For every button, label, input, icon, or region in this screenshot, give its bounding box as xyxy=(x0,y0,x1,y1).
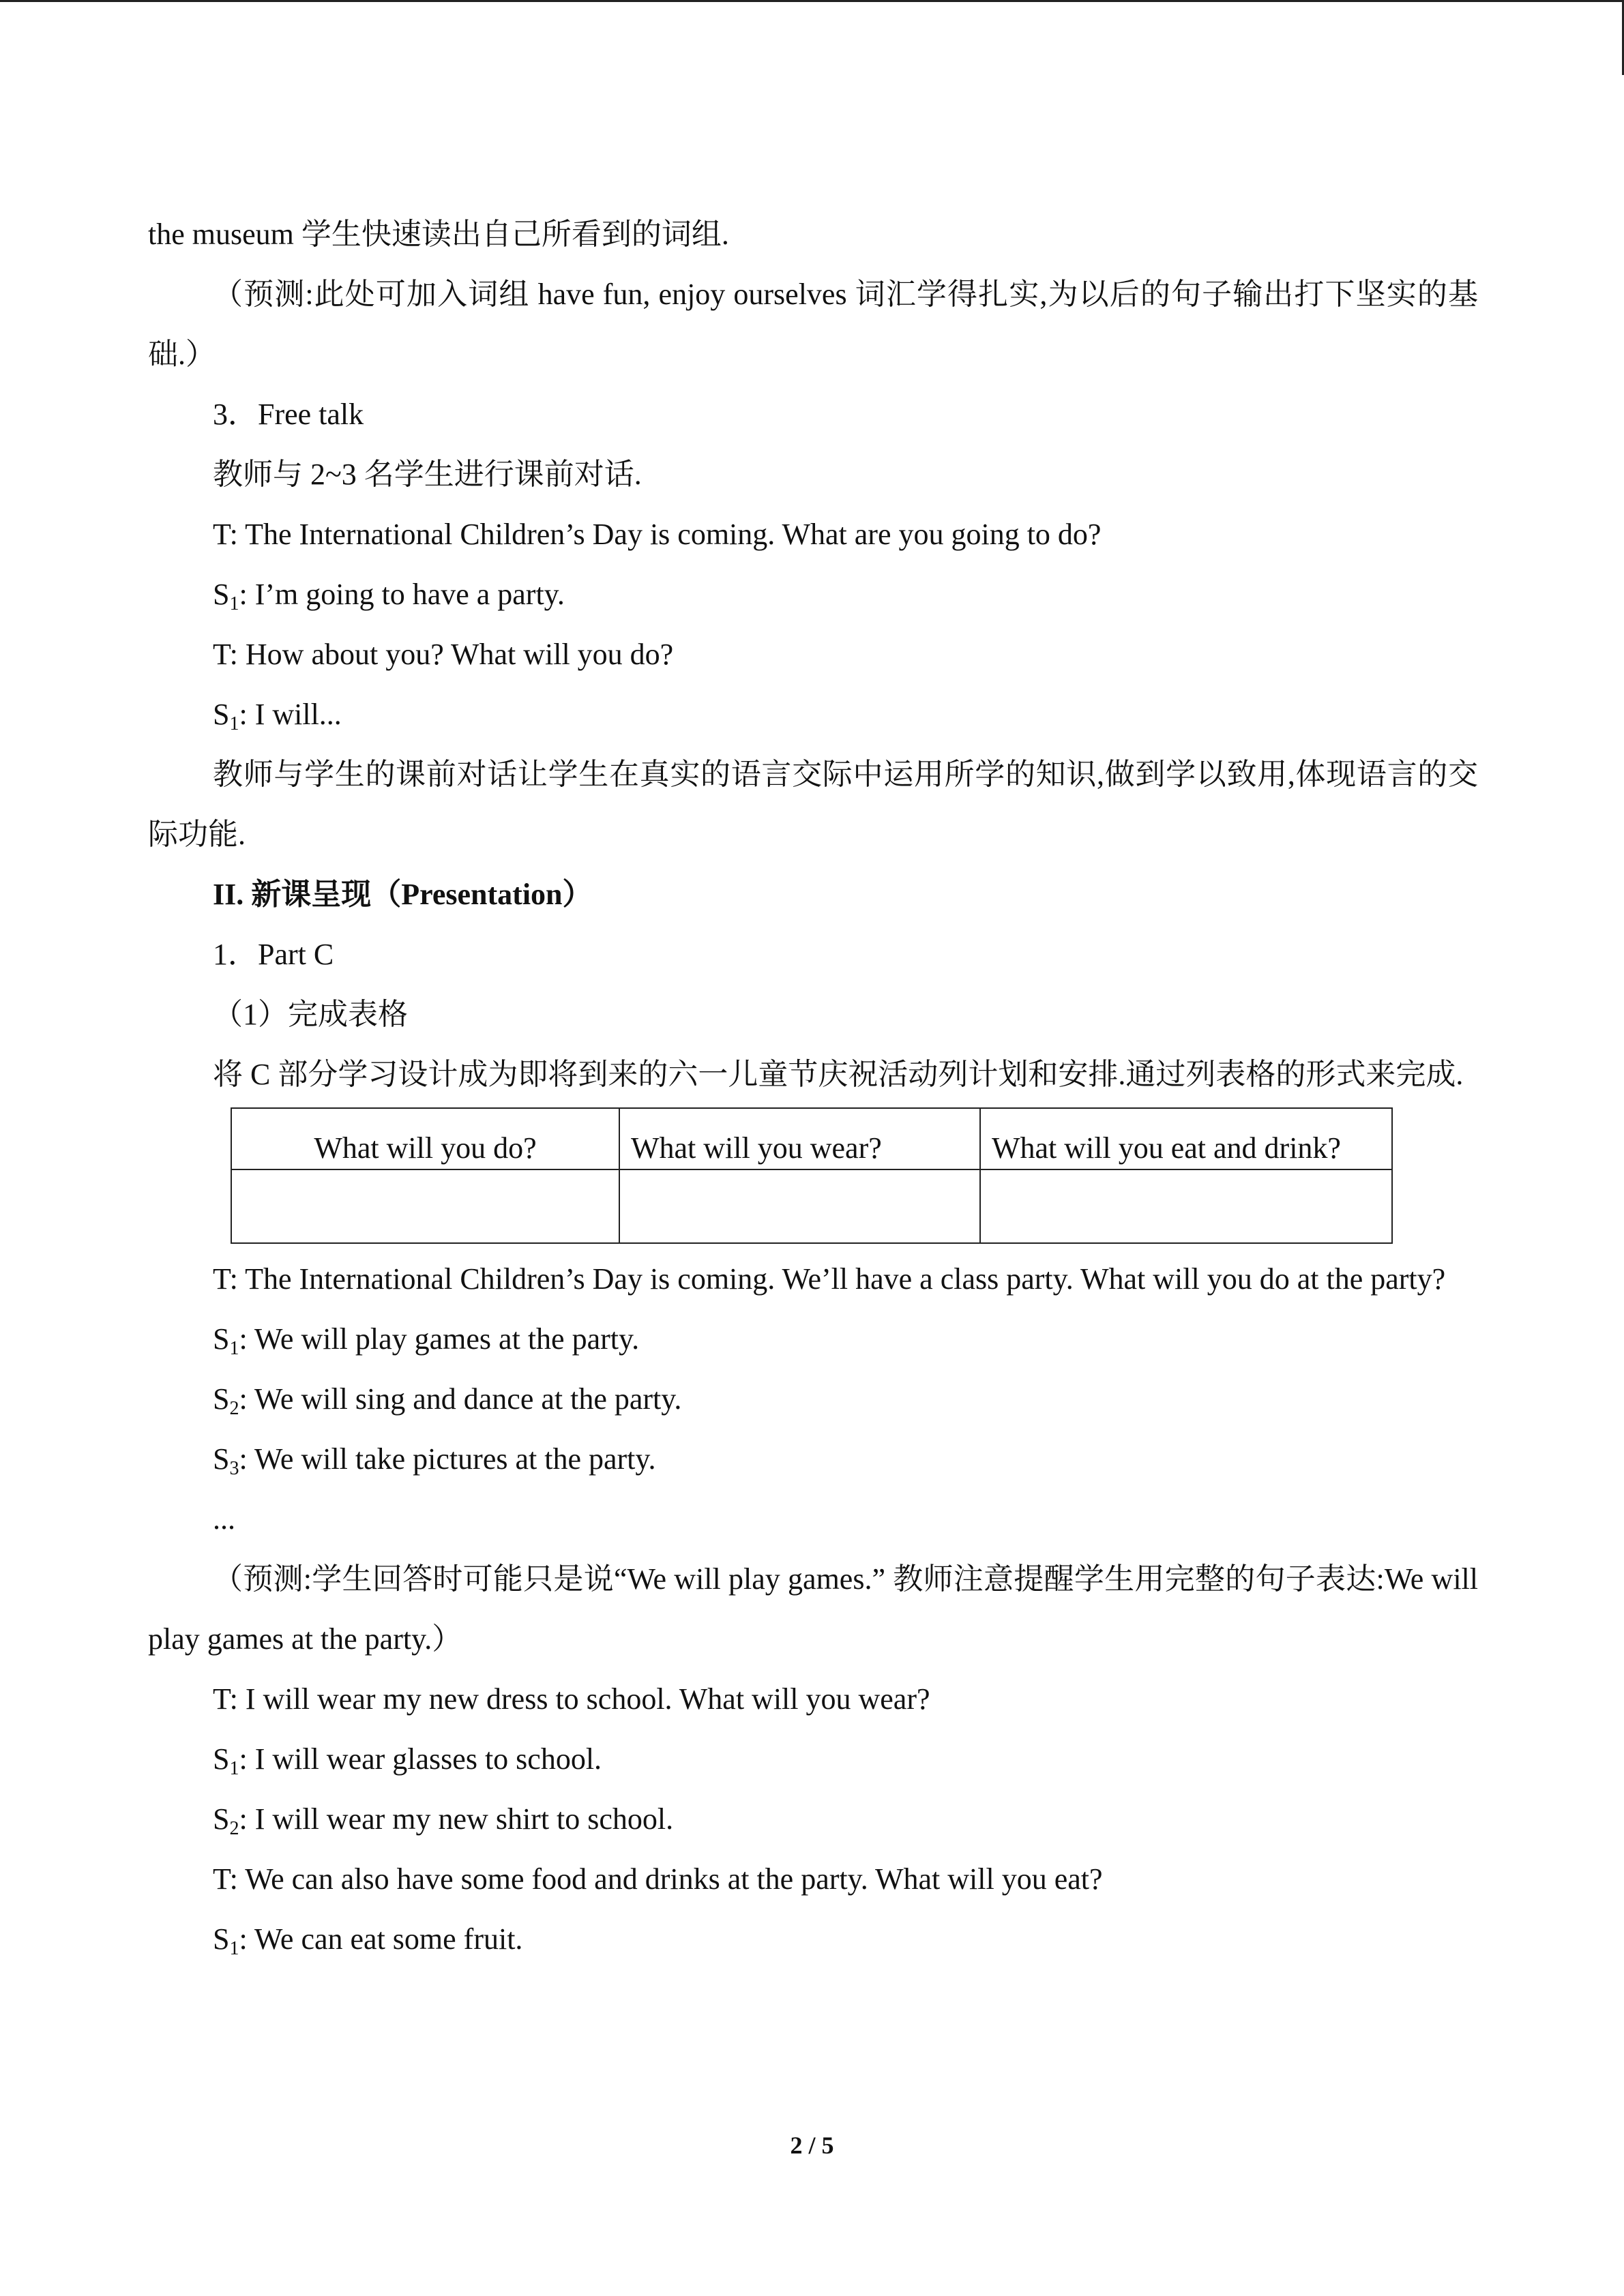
speaker-label: S xyxy=(213,1922,230,1956)
dialogue-line xyxy=(148,1789,1478,1849)
text-line: the museum 学生快速读出自己所看到的词组. xyxy=(148,218,729,251)
speaker-index: 1 xyxy=(229,713,239,734)
document-body xyxy=(148,205,1478,1969)
text-paragraph: 教师与学生的课前对话让学生在真实的语言交际中运用所学的知识,做到学以致用,体现语言的交际功能. xyxy=(148,758,1478,851)
top-border xyxy=(0,0,1624,2)
text-line: 教师与 2~3 名学生进行课前对话. xyxy=(213,458,642,491)
text-paragraph: （预测:学生回答时可能只是说“We will play games.” 教师注意提醒学生用完整的句子表达:We will play games at the party.） xyxy=(148,1562,1478,1656)
dialogue-line: T: The International Children’s Day is coming. What are you going to do? xyxy=(213,518,1102,551)
section-heading-presentation: II. 新课呈现（Presentation） xyxy=(213,878,593,911)
plan-table-wrapper xyxy=(148,1107,1478,1244)
text-paragraph: 将 C 部分学习设计成为即将到来的六一儿童节庆祝活动列计划和安排.通过列表格的形式来完成. xyxy=(213,1058,1464,1091)
dialogue-text: : I will wear my new shirt to school. xyxy=(239,1802,674,1836)
dialogue-text: : We will take pictures at the party. xyxy=(239,1442,656,1476)
plan-table xyxy=(231,1107,1393,1244)
subsection-title-part-c: 1．Part C xyxy=(213,938,334,971)
speaker-index: 2 xyxy=(229,1398,239,1419)
dialogue-text: : I will... xyxy=(239,698,342,731)
dialogue-paragraph: T: The International Children’s Day is coming. We’ll have a class party. What will you do at the party? xyxy=(213,1262,1446,1296)
subsection-title-table: （1）完成表格 xyxy=(213,998,408,1031)
dialogue-text: : We will play games at the party. xyxy=(239,1322,640,1356)
dialogue-text: : We can eat some fruit. xyxy=(239,1922,523,1956)
speaker-label: S xyxy=(213,1742,230,1776)
dialogue-text: : We will sing and dance at the party. xyxy=(239,1382,682,1416)
speaker-label: S xyxy=(213,698,230,731)
speaker-label: S xyxy=(213,1802,230,1836)
dialogue-line xyxy=(148,1909,1478,1969)
text-paragraph: （预测:此处可加入词组 have fun, enjoy ourselves 词汇学得扎实,为以后的句子输出打下坚实的基础.） xyxy=(148,278,1478,371)
dialogue-line xyxy=(148,565,1478,625)
page-number: 2 / 5 xyxy=(790,2132,834,2159)
dialogue-text: : I will wear glasses to school. xyxy=(239,1742,602,1776)
speaker-index: 3 xyxy=(229,1458,239,1479)
dialogue-line: T: How about you? What will you do? xyxy=(213,638,674,671)
speaker-label: S xyxy=(213,1322,230,1356)
table-cell xyxy=(980,1169,1392,1243)
table-cell xyxy=(231,1169,619,1243)
section-title-free-talk: 3．Free talk xyxy=(213,398,364,431)
table-cell xyxy=(619,1169,980,1243)
dialogue-line xyxy=(148,1729,1478,1789)
speaker-index: 1 xyxy=(229,1938,239,1959)
speaker-index: 2 xyxy=(229,1818,239,1839)
dialogue-line xyxy=(148,685,1478,745)
table-row xyxy=(231,1169,1392,1243)
ellipsis-line: ... xyxy=(213,1502,235,1536)
dialogue-line: T: We can also have some food and drinks at the party. What will you eat? xyxy=(213,1862,1103,1896)
dialogue-line xyxy=(148,1429,1478,1489)
table-header-cell: What will you wear? xyxy=(619,1108,980,1169)
table-header-row xyxy=(231,1108,1392,1169)
table-header-cell: What will you do? xyxy=(231,1108,619,1169)
speaker-index: 1 xyxy=(229,593,239,614)
speaker-label: S xyxy=(213,1442,230,1476)
speaker-label: S xyxy=(213,578,230,611)
speaker-index: 1 xyxy=(229,1758,239,1779)
speaker-index: 1 xyxy=(229,1338,239,1359)
dialogue-line xyxy=(148,1369,1478,1429)
dialogue-line: T: I will wear my new dress to school. What will you wear? xyxy=(213,1682,930,1716)
speaker-label: S xyxy=(213,1382,230,1416)
dialogue-text: : I’m going to have a party. xyxy=(239,578,565,611)
table-header-cell: What will you eat and drink? xyxy=(980,1108,1392,1169)
dialogue-line xyxy=(148,1309,1478,1369)
